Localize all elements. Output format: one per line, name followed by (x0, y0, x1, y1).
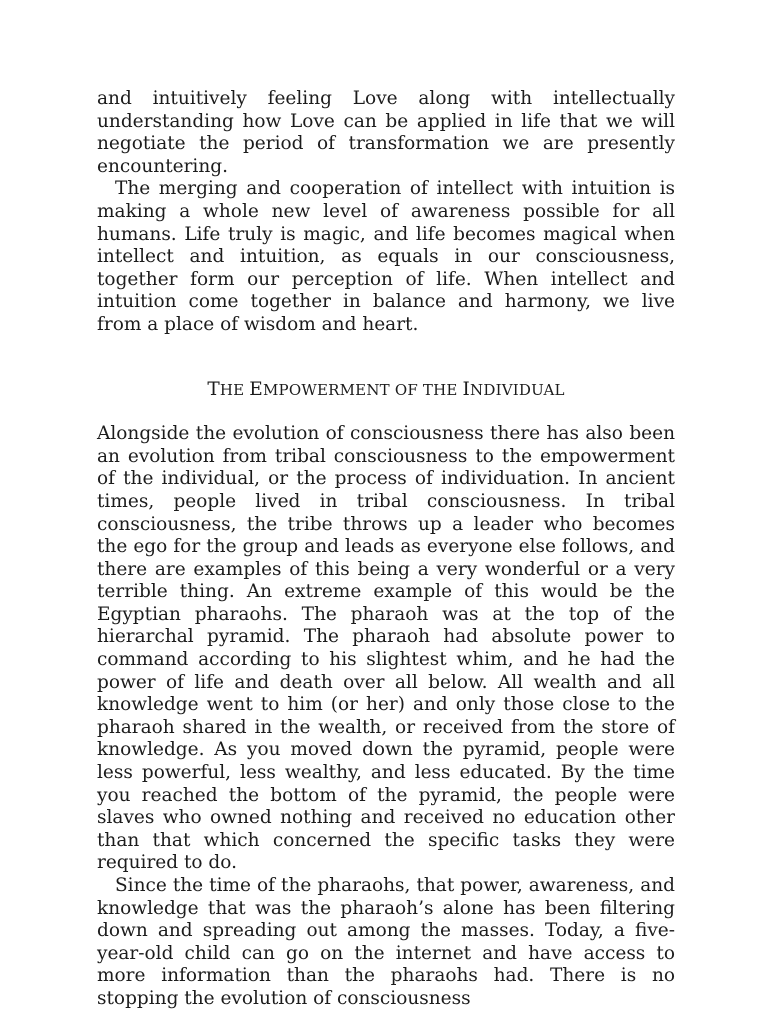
spacer (97, 337, 675, 379)
paragraph-intellect-intuition: The merging and cooperation of intellect with intuition is making a whole new level of awareness possible for all humans. Life truly is magic, and life becomes magical when intellect and intuition, as equals in our consciousness, together form our perception of life. When intellect and intuition come together in balance and harmony, we live from a place of wisdom and heart. (97, 178, 675, 335)
paragraph-since-pharaohs: Since the time of the pharaohs, that power, awareness, and knowledge that was the pharaoh’s alone has been filtering down and spreading out among the masses. Today, a five-year-old child can go on the internet and have access to more information than the pharaohs had. There is no stopping the evolution of consciousness (97, 875, 675, 1009)
book-page (97, 88, 675, 1011)
paragraph-tribal-consciousness: Alongside the evolution of consciousness there has also been an evolution from tribal consciousness to the empowerment of the individual, or the process of individuation. In ancient times, people lived in tribal consciousness. In tribal consciousness, the tribe throws up a leader who becomes the ego for the group and leads as everyone else follows, and there are examples of this being a very wonderful or a very terrible thing. An extreme example of this would be the Egyptian pharaohs. The pharaoh was at the top of the hierarchal pyramid. The pharaoh had absolute power to command according to his slightest whim, and he had the power of life and death over all below. All wealth and all knowledge went to him (or her) and only those close to the pharaoh shared in the wealth, or received from the store of knowledge. As you moved down the pyramid, people were less powerful, less wealthy, and less educated. By the time you reached the bottom of the pyramid, the people were slaves who owned nothing and received no education other than that which concerned the specific tasks they were required to do. (97, 423, 675, 874)
paragraph-continuation: and intuitively feeling Love along with intellectually understanding how Love can be applied in life that we will negotiate the period of transformation we are presently encountering. (97, 88, 675, 177)
section-heading: THE EMPOWERMENT OF THE INDIVIDUAL (207, 378, 565, 400)
spacer (97, 401, 675, 423)
